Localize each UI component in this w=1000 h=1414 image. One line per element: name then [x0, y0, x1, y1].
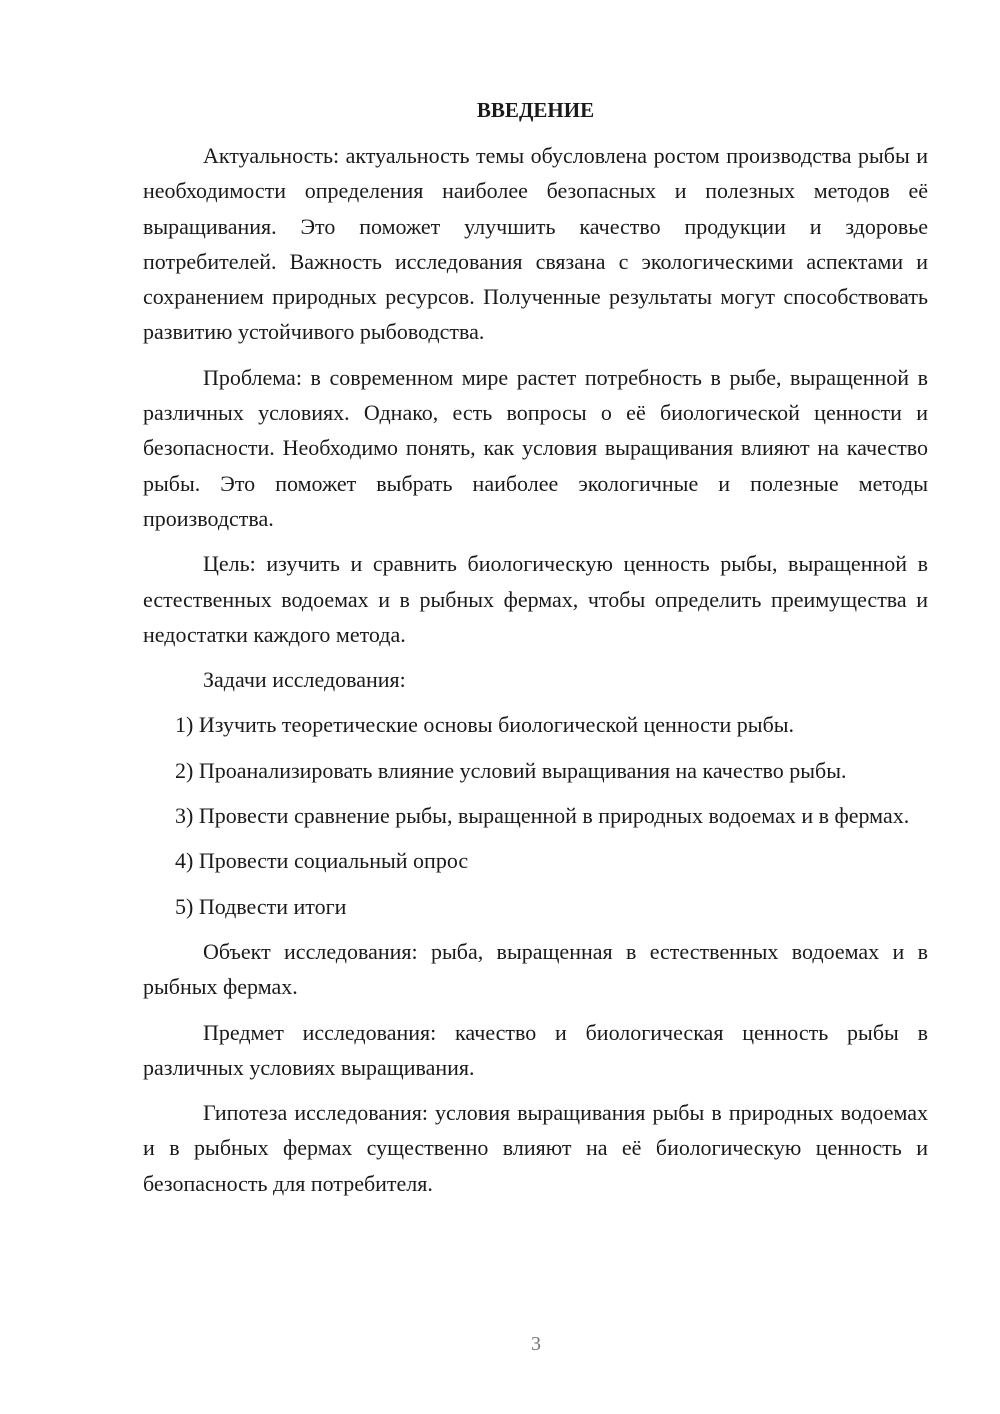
paragraph-goal: Цель: изучить и сравнить биологическую ценность рыбы, выращенной в естественных водоемах и в рыбных фермах, чтобы определить преимущества и недостатки каждого метода.: [143, 551, 928, 647]
task-item: 1) Изучить теоретические основы биологической ценности рыбы.: [175, 712, 795, 738]
task-item: 5) Подвести итоги: [175, 893, 347, 919]
paragraph-tasks-heading: Задачи исследования:: [203, 667, 406, 693]
document-body: [143, 92, 928, 1211]
task-item: 4) Провести социальный опрос: [175, 848, 469, 874]
page-number: 3: [531, 1333, 541, 1355]
paragraph-subject: Предмет исследования: качество и биологическая ценность рыбы в различных условиях выращивания.: [143, 1019, 928, 1080]
task-item: 3) Провести сравнение рыбы, выращенной в природных водоемах и в фермах.: [175, 803, 910, 829]
task-item: 2) Проанализировать влияние условий выращивания на качество рыбы.: [175, 757, 847, 783]
paragraph-object: Объект исследования: рыба, выращенная в естественных водоемах и в рыбных фермах.: [143, 938, 928, 1000]
section-title: ВВЕДЕНИЕ: [476, 98, 595, 122]
paragraph-problem: Проблема: в современном мире растет потребность в рыбе, выращенной в различных условиях. Однако, есть вопросы о её биологической ценности и безопасности. Необходимо понять, как условия выращивания влияют на качество рыбы. Это поможет выбрать наиболее экологичные и полезные методы производства.: [143, 364, 928, 531]
paragraph-relevance: Актуальность: актуальность темы обусловлена ростом производства рыбы и необходимости определения наиболее безопасных и полезных методов её выращивания. Это поможет улучшить качество продукции и здоровье потребителей. Важность исследования связана с экологическими аспектами и сохранением природных ресурсов. Полученные результаты могут способствовать развитию устойчивого рыбоводства.: [143, 143, 928, 345]
paragraph-hypothesis: Гипотеза исследования: условия выращивания рыбы в природных водоемах и в рыбных фермах существенно влияют на её биологическую ценность и безопасность для потребителя.: [143, 1100, 928, 1196]
